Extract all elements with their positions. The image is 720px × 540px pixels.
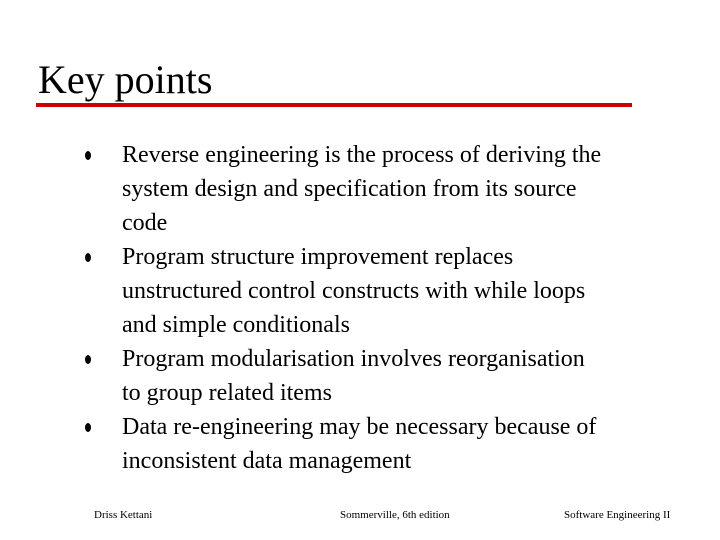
- bullet-dot-icon: [85, 423, 91, 432]
- bullet-dot-icon: [85, 253, 91, 262]
- footer-author: Driss Kettani: [94, 509, 153, 521]
- bullet-dot-icon: [85, 151, 91, 160]
- footer-course: Software Engineering II: [564, 509, 671, 521]
- bullet-dot-icon: [85, 355, 91, 364]
- bullet-item: [82, 410, 702, 478]
- bullet-list: [82, 138, 702, 478]
- bullet-item: [82, 138, 702, 240]
- slide-title: Key points: [38, 57, 213, 102]
- bullet-text: Reverse engineering is the process of deriving the system design and specification from its source code: [122, 142, 602, 236]
- bullet-text: Data re-engineering may be necessary because of inconsistent data management: [122, 414, 597, 474]
- title-underline: [36, 103, 632, 107]
- bullet-item: [82, 240, 702, 342]
- footer-source: Sommerville, 6th edition: [340, 509, 450, 521]
- bullet-text: Program modularisation involves reorganisation to group related items: [122, 346, 585, 406]
- bullet-item: [82, 342, 702, 410]
- bullet-text: Program structure improvement replaces unstructured control constructs with while loops and simple conditionals: [122, 244, 586, 338]
